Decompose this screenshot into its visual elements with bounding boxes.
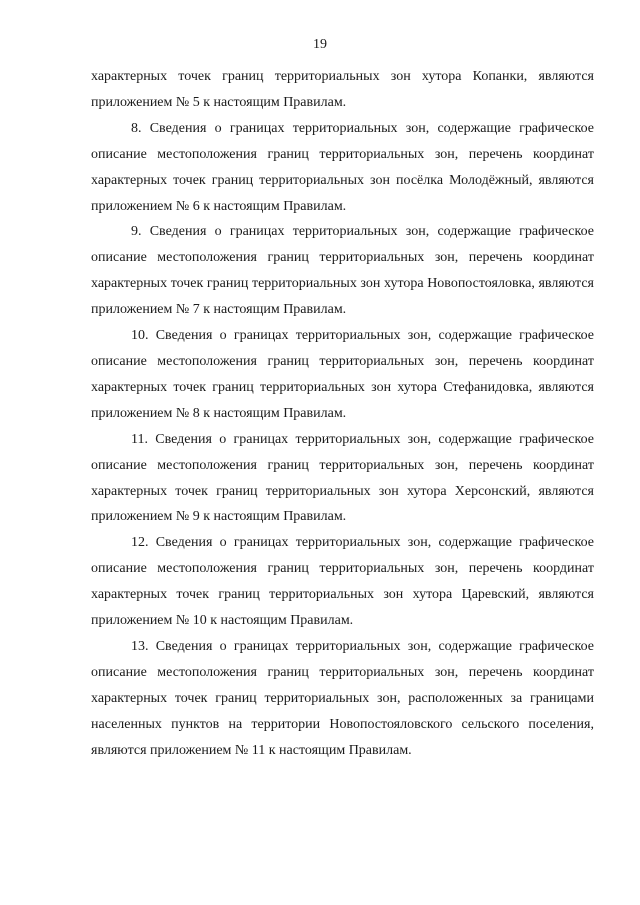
paragraph-item-12: 12. Сведения о границах территориальных зон, содержащие графическое описание местоположения границ территориальных зон, перечень координат характерных точек границ территориальных зон хутора Царевский, являются приложением № 10 к настоящим Правилам. bbox=[91, 535, 594, 629]
paragraph-item-9: 9. Сведения о границах территориальных зон, содержащие графическое описание местоположения границ территориальных зон, перечень координат характерных точек границ территориальных зон хутора Новопостояловка, являются приложением № 7 к настоящим Правилам. bbox=[91, 224, 594, 318]
paragraph-item-10: 10. Сведения о границах территориальных зон, содержащие графическое описание местоположения границ территориальных зон, перечень координат характерных точек границ территориальных зон хутора Стефанидовка, являются приложением № 8 к настоящим Правилам. bbox=[91, 328, 594, 421]
paragraph-item-8: 8. Сведения о границах территориальных зон, содержащие графическое описание местоположения границ территориальных зон, перечень координат характерных точек границ территориальных зон посёлка Молодёжный, являются приложением № 6 к настоящим Правилам. bbox=[91, 120, 594, 214]
paragraph-continuation: характерных точек границ территориальных зон хутора Копанки, являются приложением № 5 к настоящим Правилам. bbox=[91, 69, 594, 110]
document-body bbox=[91, 64, 594, 763]
page-number: 19 bbox=[313, 37, 327, 52]
paragraph-item-11: 11. Сведения о границах территориальных зон, содержащие графическое описание местоположения границ территориальных зон, перечень координат характерных точек границ территориальных зон хутора Херсонский, являются приложением № 9 к настоящим Правилам. bbox=[91, 431, 594, 525]
paragraph-item-13: 13. Сведения о границах территориальных зон, содержащие графическое описание местоположения границ территориальных зон, перечень координат характерных точек границ территориальных зон, расположенных за границами населенных пунктов на территории Новопостояловского сельского поселения, являются приложением № 11 к настоящим Правилам. bbox=[91, 638, 594, 758]
